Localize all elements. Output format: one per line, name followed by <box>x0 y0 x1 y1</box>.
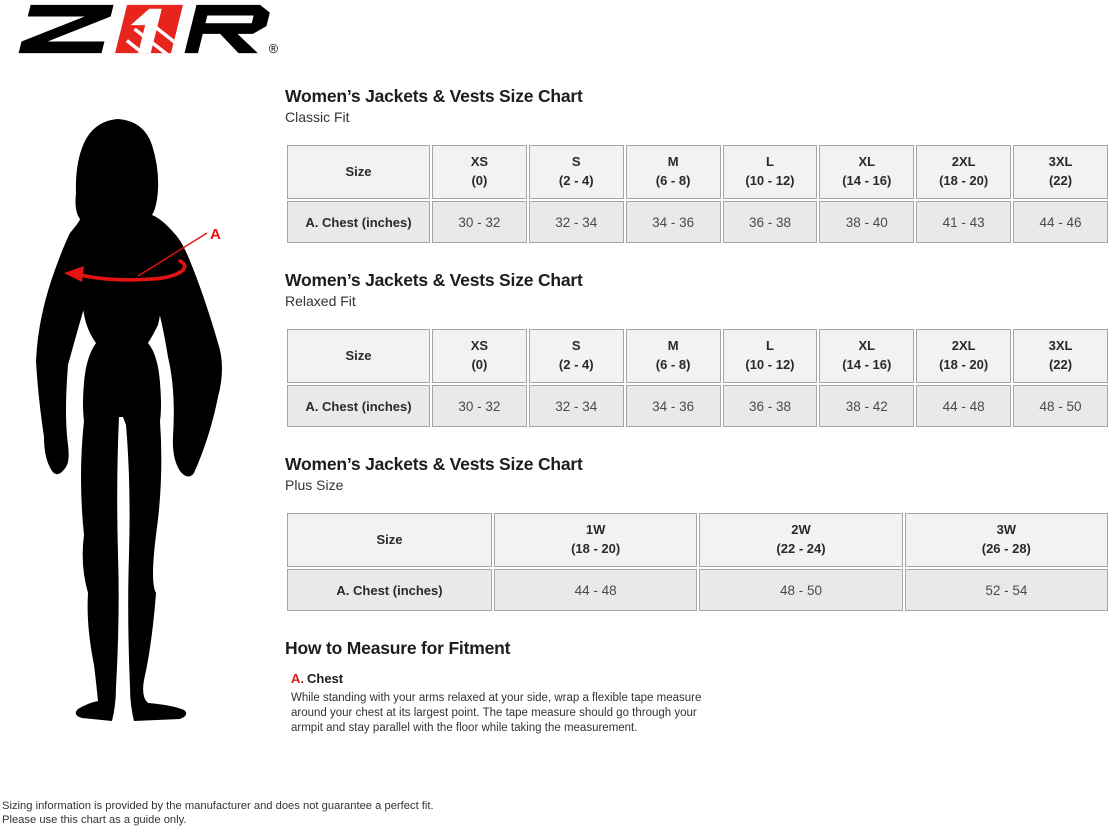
col-header <box>626 329 721 383</box>
size-range: (10 - 12) <box>745 357 795 372</box>
col-header <box>529 145 624 199</box>
size-code: 3XL <box>1048 154 1073 170</box>
size-range: (0) <box>471 173 488 188</box>
size-header-label: Size <box>345 348 372 363</box>
section-title: Women’s Jackets & Vests Size Chart <box>285 454 583 474</box>
size-code: L <box>765 338 774 354</box>
size-range: (22) <box>1048 357 1073 372</box>
size-range: (2 - 4) <box>558 357 594 372</box>
size-range: (22) <box>1048 173 1073 188</box>
size-code: 1W <box>585 522 606 538</box>
size-range: (6 - 8) <box>655 357 691 372</box>
size-range: (18 - 20) <box>939 173 989 188</box>
logo-letter-z <box>19 5 114 53</box>
size-range: (18 - 20) <box>939 357 989 372</box>
section-subtitle: Plus Size <box>285 477 344 493</box>
size-code: L <box>765 154 774 170</box>
size-code: XS <box>470 154 489 170</box>
table-row <box>287 201 1108 243</box>
section-subtitle: Relaxed Fit <box>285 293 356 309</box>
section-subtitle: Classic Fit <box>285 109 350 125</box>
size-table-plus-size <box>285 511 1110 613</box>
col-header <box>916 145 1011 199</box>
size-code: 2XL <box>951 154 976 170</box>
size-range: (26 - 28) <box>981 541 1031 556</box>
z1r-logo <box>10 2 302 61</box>
size-table-classic-fit <box>285 143 1110 245</box>
size-range: (14 - 16) <box>842 357 892 372</box>
col-header <box>494 513 697 567</box>
col-header <box>529 329 624 383</box>
section-classic-fit <box>285 86 1110 245</box>
chest-value: 48 - 50 <box>1013 385 1108 427</box>
col-header-size <box>287 329 430 383</box>
chest-value: 52 - 54 <box>905 569 1108 611</box>
chest-value: 36 - 38 <box>723 201 818 243</box>
size-code: XL <box>858 338 876 354</box>
measure-name: Chest <box>307 671 344 686</box>
chest-value: 32 - 34 <box>529 385 624 427</box>
logo-letter-r <box>184 5 271 53</box>
size-range: (6 - 8) <box>655 173 691 188</box>
chest-value: 30 - 32 <box>432 385 527 427</box>
chest-value: 44 - 48 <box>494 569 697 611</box>
measurement-figure <box>22 115 254 743</box>
how-to-measure-title: How to Measure for Fitment <box>285 638 511 658</box>
table-row <box>287 385 1108 427</box>
size-chart-content <box>285 86 1110 736</box>
chest-value: 44 - 46 <box>1013 201 1108 243</box>
col-header <box>916 329 1011 383</box>
disclaimer <box>2 799 434 827</box>
size-code: 2XL <box>951 338 976 354</box>
measure-key: A. <box>291 671 304 686</box>
section-title: Women’s Jackets & Vests Size Chart <box>285 86 583 106</box>
col-header <box>1013 145 1108 199</box>
chest-value: 44 - 48 <box>916 385 1011 427</box>
size-header-label: Size <box>376 532 403 547</box>
measure-instructions: While standing with your arms relaxed at your side, wrap a flexible tape measure around your chest at its largest point. The tape measure should go through your armpit and stay parallel with the floor while taking the measurement. <box>291 692 702 734</box>
col-header <box>432 145 527 199</box>
chest-value: 36 - 38 <box>723 385 818 427</box>
size-code: 3XL <box>1048 338 1073 354</box>
col-header <box>432 329 527 383</box>
z1r-logo-graphic <box>10 2 302 56</box>
size-code: S <box>571 154 581 170</box>
col-header <box>1013 329 1108 383</box>
chest-value: 38 - 42 <box>819 385 914 427</box>
col-header <box>819 329 914 383</box>
col-header <box>699 513 902 567</box>
size-code: M <box>667 154 679 170</box>
col-header <box>626 145 721 199</box>
size-range: (10 - 12) <box>745 173 795 188</box>
size-range: (22 - 24) <box>776 541 826 556</box>
chest-point-label: A <box>210 226 221 243</box>
section-plus-size <box>285 454 1110 613</box>
size-code: XS <box>470 338 489 354</box>
measure-item-heading <box>291 671 1110 687</box>
col-header <box>723 145 818 199</box>
size-code: 3W <box>996 522 1017 538</box>
size-code: XL <box>858 154 876 170</box>
disclaimer-line-2: Please use this chart as a guide only. <box>2 814 187 826</box>
size-table-relaxed-fit <box>285 327 1110 429</box>
chest-value: 32 - 34 <box>529 201 624 243</box>
size-code: 2W <box>791 522 811 538</box>
how-to-measure-section <box>285 638 1110 736</box>
size-range: (14 - 16) <box>842 173 892 188</box>
size-range: (2 - 4) <box>558 173 594 188</box>
size-range: (0) <box>471 357 488 372</box>
chest-value: 30 - 32 <box>432 201 527 243</box>
size-header-label: Size <box>345 164 372 179</box>
row-label-chest: A. Chest (inches) <box>287 385 430 427</box>
chest-value: 41 - 43 <box>916 201 1011 243</box>
row-label-chest: A. Chest (inches) <box>287 569 492 611</box>
row-label-chest: A. Chest (inches) <box>287 201 430 243</box>
registered-mark: ® <box>268 42 279 56</box>
measure-item-chest <box>291 671 1110 736</box>
col-header <box>905 513 1108 567</box>
chest-value: 34 - 36 <box>626 201 721 243</box>
chest-value: 34 - 36 <box>626 385 721 427</box>
body-silhouette <box>22 115 254 743</box>
table-row <box>287 569 1108 611</box>
size-range: (18 - 20) <box>571 541 621 556</box>
col-header <box>819 145 914 199</box>
section-relaxed-fit <box>285 270 1110 429</box>
col-header-size <box>287 513 492 567</box>
chest-value: 38 - 40 <box>819 201 914 243</box>
size-code: S <box>571 338 581 354</box>
disclaimer-line-1: Sizing information is provided by the manufacturer and does not guarantee a perfect fit. <box>2 800 434 812</box>
chest-value: 48 - 50 <box>699 569 902 611</box>
col-header-size <box>287 145 430 199</box>
col-header <box>723 329 818 383</box>
section-title: Women’s Jackets & Vests Size Chart <box>285 270 583 290</box>
size-code: M <box>667 338 679 354</box>
